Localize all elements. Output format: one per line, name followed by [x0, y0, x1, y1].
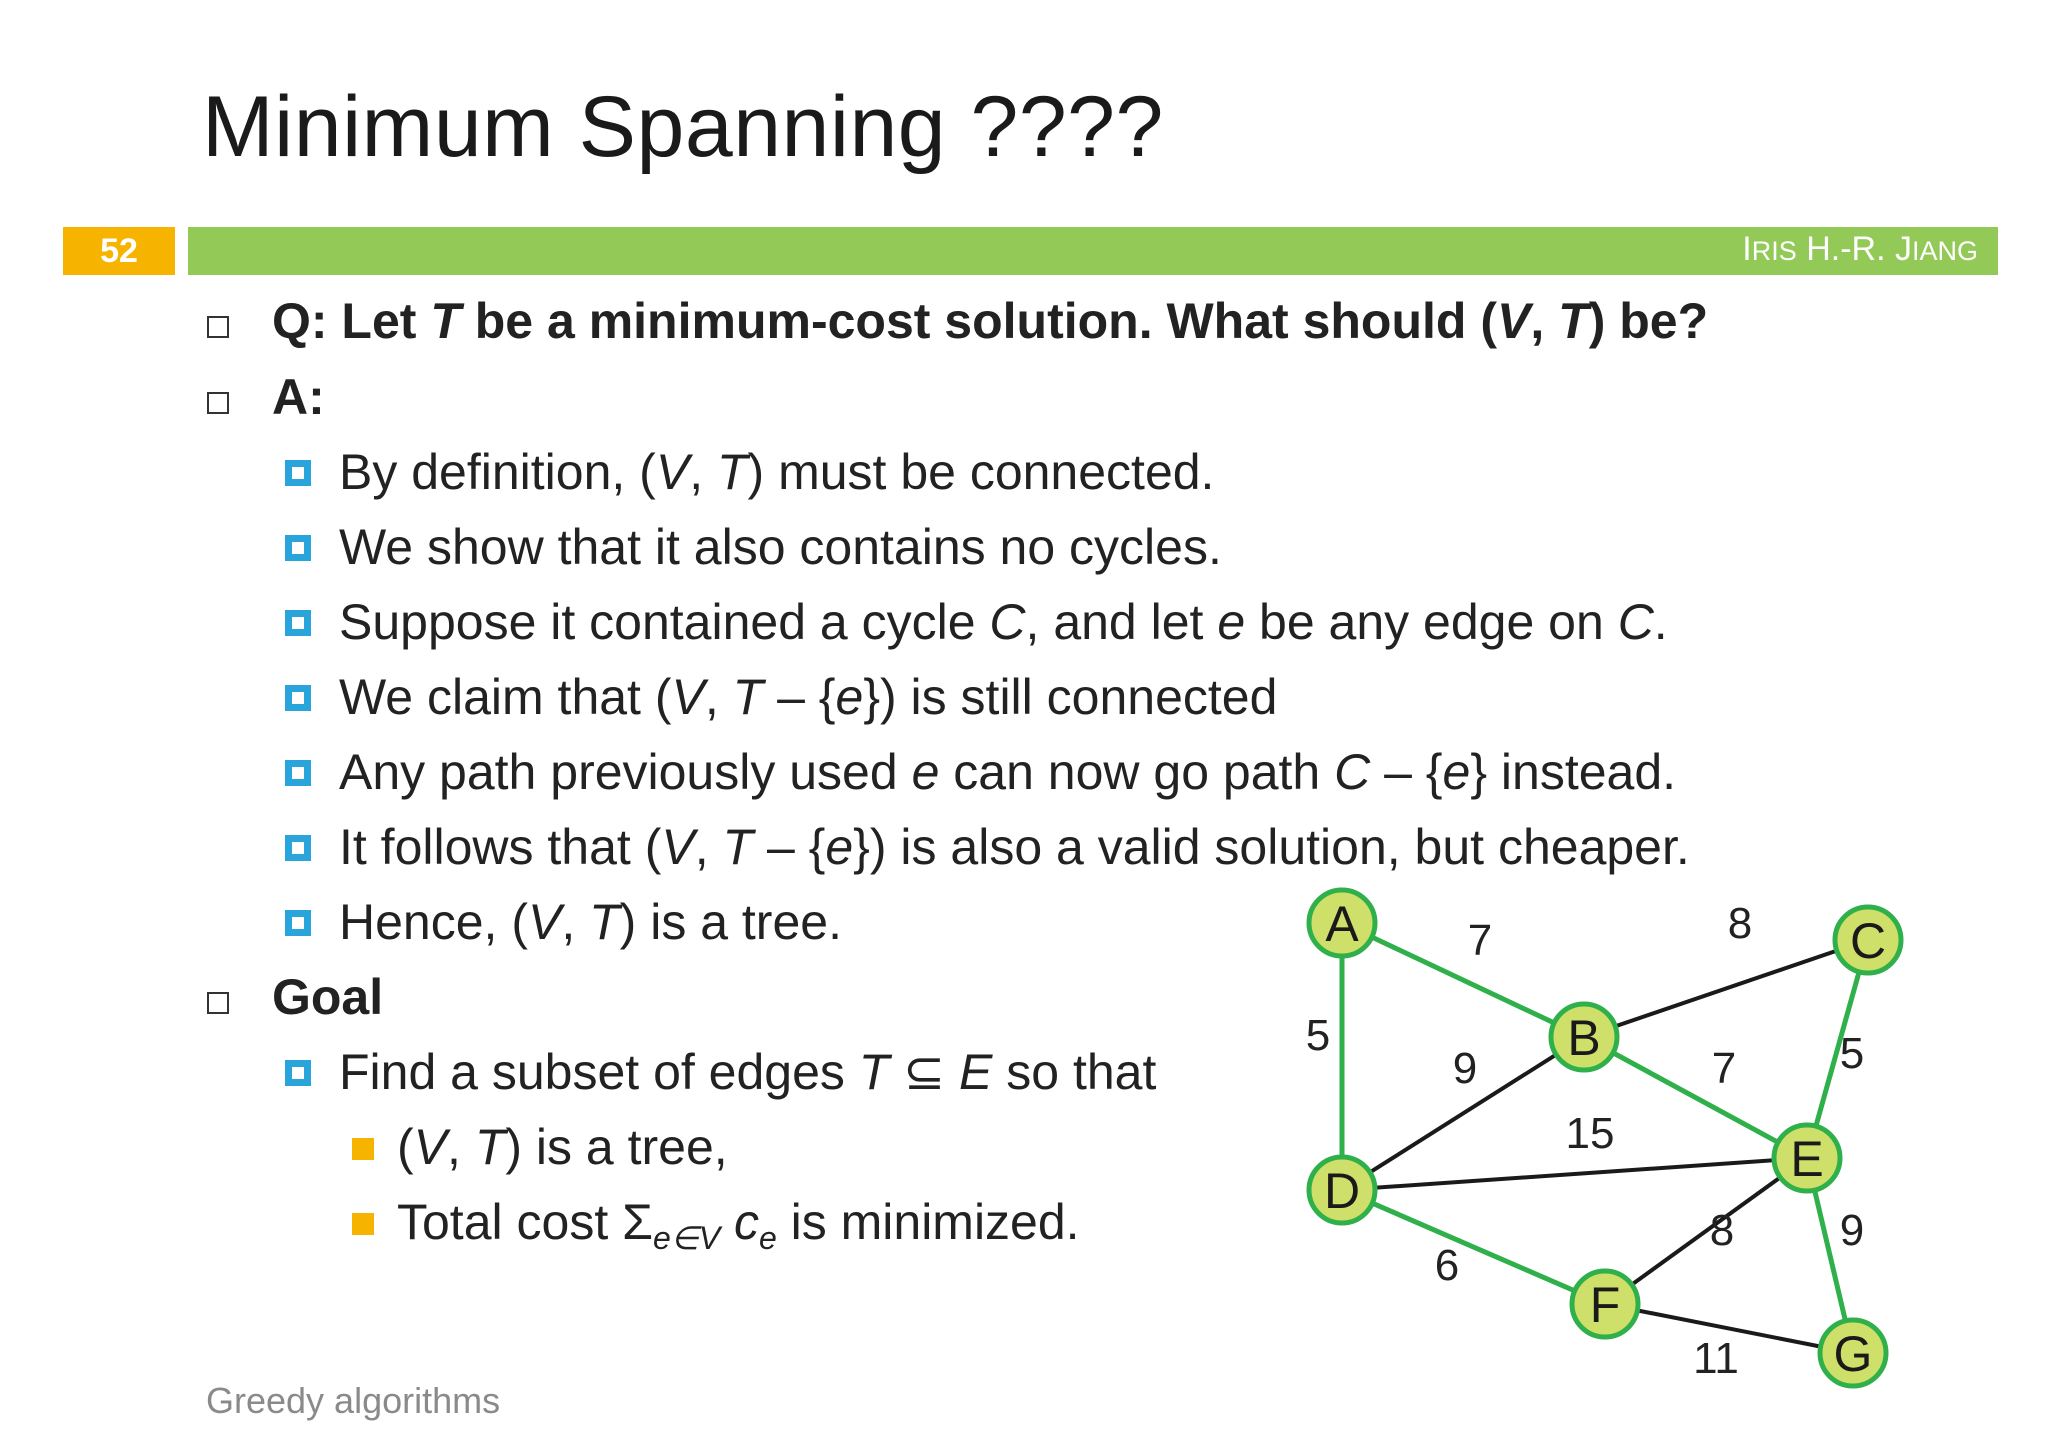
edge-weight-A-B: 7 [1467, 916, 1493, 965]
node-C [1835, 907, 1901, 973]
goal-sub-tree: (V, T) is a tree, [397, 1119, 728, 1175]
svg-text:E: E [1790, 1131, 1824, 1187]
edge-A-B [1342, 923, 1584, 1037]
goal-item: Find a subset of edges T ⊆ E so that [339, 1044, 1157, 1100]
edge-B-C [1584, 940, 1868, 1037]
node-D [1309, 1157, 1375, 1223]
node-A [1309, 890, 1375, 956]
svg-text:A: A [1325, 896, 1359, 952]
edge-weight-D-F: 6 [1434, 1241, 1460, 1290]
footer-text: Greedy algorithms [206, 1380, 501, 1421]
edge-weight-B-D: 9 [1452, 1044, 1478, 1093]
slide-title: Minimum Spanning ???? [202, 79, 1164, 175]
goal-sub-cost: Total cost $\Sigma_{e\in V}$ $c_e$ is minimized. [397, 1194, 1080, 1256]
edge-weight-B-E: 7 [1711, 1044, 1737, 1093]
node-F [1572, 1271, 1638, 1337]
edge-E-F [1605, 1158, 1807, 1304]
edge-weight-D-E: 15 [1565, 1109, 1615, 1158]
node-G [1820, 1320, 1886, 1386]
svg-text:C: C [1849, 913, 1887, 969]
svg-text:B: B [1567, 1010, 1601, 1066]
author-name: IRIS H.-R. JIANG [1742, 230, 1978, 268]
svg-text:D: D [1323, 1163, 1361, 1219]
answer-item-2: We show that it also contains no cycles. [339, 519, 1222, 575]
answer-item-3: Suppose it contained a cycle C, and let e be any edge on C. [339, 594, 1668, 650]
edge-weight-B-C: 8 [1727, 899, 1753, 948]
answer-label: A: [272, 369, 325, 425]
svg-text:G: G [1833, 1326, 1873, 1382]
answer-item-1: By definition, (V, T) must be connected. [339, 444, 1215, 500]
edge-weight-A-D: 5 [1305, 1011, 1331, 1060]
edge-D-F [1342, 1190, 1605, 1304]
edge-weight-C-E: 5 [1839, 1029, 1865, 1078]
edge-D-E [1342, 1158, 1807, 1190]
answer-item-7: Hence, (V, T) is a tree. [339, 894, 842, 950]
goal-label: Goal [272, 969, 384, 1025]
edge-B-E [1584, 1037, 1807, 1158]
svg-text:F: F [1589, 1277, 1621, 1333]
node-B [1551, 1004, 1617, 1070]
edge-weight-E-F: 8 [1709, 1206, 1735, 1255]
question-text: Q: Let T be a minimum-cost solution. What should (V, T) be? [272, 293, 1709, 349]
edge-weight-E-G: 9 [1839, 1206, 1865, 1255]
answer-item-4: We claim that (V, T – {e}) is still connected [339, 669, 1278, 725]
answer-item-5: Any path previously used e can now go path C – {e} instead. [339, 744, 1677, 800]
answer-item-6: It follows that (V, T – {e}) is also a valid solution, but cheaper. [339, 819, 1690, 875]
node-E [1774, 1125, 1840, 1191]
page-number-badge: 52 [63, 227, 175, 275]
edge-weight-F-G: 11 [1693, 1334, 1739, 1383]
